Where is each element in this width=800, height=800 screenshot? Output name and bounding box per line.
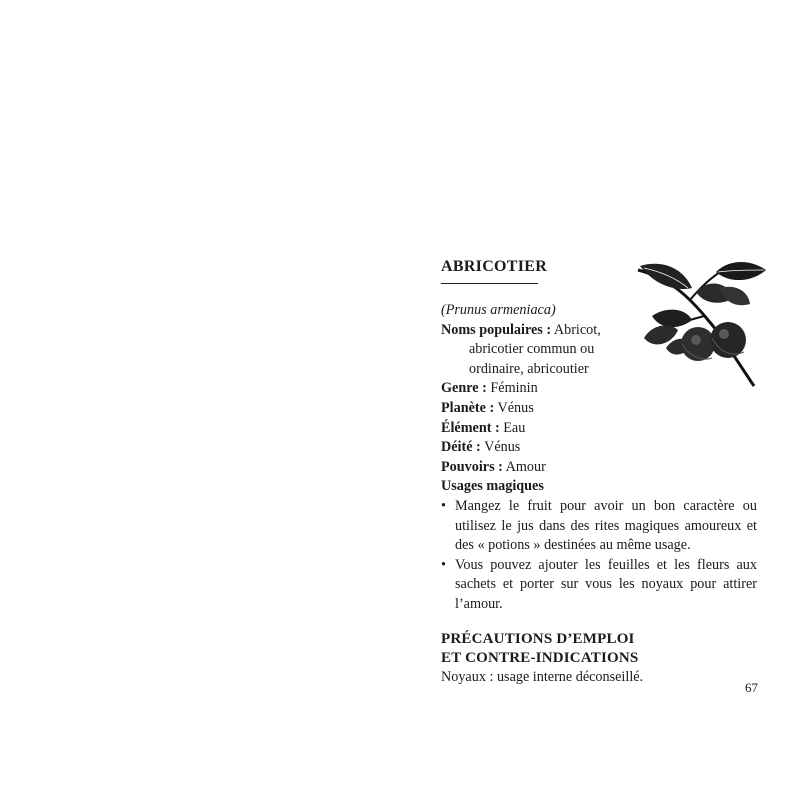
precautions-heading-line1: PRÉCAUTIONS D’EMPLOI xyxy=(441,630,635,647)
bullet-icon: • xyxy=(441,497,446,514)
page-number: 67 xyxy=(745,680,758,695)
field-value: Vénus xyxy=(480,439,521,456)
usage-text: Vous pouvez ajouter les feuilles et les fleurs aux sachets et porter sur vous les noyaux pour attirer l’amour. xyxy=(455,556,757,612)
title-underline xyxy=(441,283,538,284)
usages-heading: Usages magiques xyxy=(441,478,544,495)
field-value: Féminin xyxy=(486,380,538,397)
precautions-text: Noyaux : usage interne déconseillé. xyxy=(441,668,644,685)
field-label: Pouvoirs : xyxy=(441,458,503,475)
field-value: Eau xyxy=(499,419,526,436)
precautions-heading-line2: ET CONTRE-INDICATIONS xyxy=(441,649,639,666)
field-label: Déité : xyxy=(441,439,481,456)
field-pouvoirs xyxy=(441,458,757,478)
list-item xyxy=(441,497,757,556)
precautions-heading xyxy=(441,630,757,668)
field-noms-populaires xyxy=(441,321,644,380)
usages-list xyxy=(441,497,757,615)
latin-name: (Prunus armeniaca) xyxy=(441,302,556,318)
usage-text: Mangez le fruit pour avoir un bon caractère ou utilisez le jus dans des rites magiques amoureux et des « potions » destinées au même usage. xyxy=(455,497,757,554)
list-item xyxy=(441,556,757,615)
field-label: Élément : xyxy=(441,419,500,436)
field-value: Vénus xyxy=(494,399,534,416)
field-element xyxy=(441,419,757,439)
field-genre xyxy=(441,379,757,399)
bullet-icon: • xyxy=(441,556,446,573)
field-label: Genre : xyxy=(441,380,487,397)
field-value: Abricot, abricotier commun ou ordinaire, abricoutier xyxy=(469,321,601,377)
field-value: Amour xyxy=(502,458,546,475)
field-planete xyxy=(441,399,757,419)
field-label: Noms populaires : xyxy=(441,321,552,338)
field-label: Planète : xyxy=(441,399,495,416)
plant-entry xyxy=(441,257,757,687)
entry-title: ABRICOTIER xyxy=(441,258,548,275)
field-deite xyxy=(441,438,757,458)
